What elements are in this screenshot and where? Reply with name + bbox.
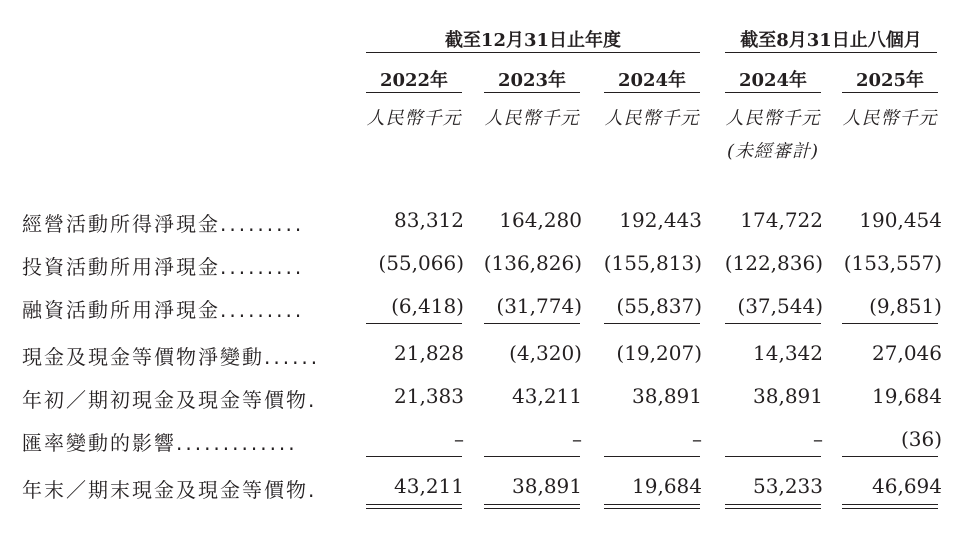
- row-label: [22, 384, 317, 413]
- row-value: –: [692, 427, 702, 451]
- column-unit: 人民幣千元: [842, 108, 938, 129]
- group-header-rule-period: [725, 52, 937, 53]
- subtotal-rule: [484, 456, 580, 457]
- column-header-rule: [725, 92, 821, 93]
- row-value: 46,694: [872, 474, 942, 498]
- row-label-text: 融資活動所用淨現金: [22, 298, 220, 322]
- row-value: (31,774): [496, 294, 582, 318]
- row-value: (36): [900, 427, 942, 451]
- column-year: 2024年: [738, 70, 808, 91]
- subtotal-rule: [484, 323, 580, 324]
- subtotal-rule: [842, 323, 938, 324]
- row-label: [22, 341, 320, 370]
- row-value: 83,312: [394, 208, 464, 232]
- row-value: –: [572, 427, 582, 451]
- row-value: 43,211: [394, 474, 464, 498]
- column-year: 2022年: [379, 70, 449, 91]
- total-double-rule: [484, 504, 580, 505]
- row-value: –: [454, 427, 464, 451]
- row-value: 192,443: [619, 208, 702, 232]
- row-label: [22, 208, 304, 237]
- column-unit: 人民幣千元: [484, 108, 580, 129]
- row-value: 19,684: [632, 474, 702, 498]
- column-unit: 人民幣千元: [604, 108, 700, 129]
- subtotal-rule: [604, 323, 700, 324]
- subtotal-rule: [725, 323, 821, 324]
- total-double-rule: [725, 508, 821, 509]
- row-label: [22, 294, 304, 323]
- column-header-rule: [604, 92, 700, 93]
- row-label-text: 現金及現金等價物淨變動: [22, 345, 264, 369]
- row-value: (9,851): [869, 294, 942, 318]
- row-label-text: 年初／期初現金及現金等價物: [22, 388, 308, 412]
- row-value: 190,454: [859, 208, 942, 232]
- total-double-rule: [484, 508, 580, 509]
- group-header-rule-year: [366, 52, 700, 53]
- row-value: 174,722: [740, 208, 823, 232]
- column-unit: 人民幣千元: [725, 108, 821, 129]
- total-double-rule: [725, 504, 821, 505]
- column-unaudited-note: (未經審計): [726, 141, 820, 162]
- subtotal-rule: [842, 456, 938, 457]
- total-double-rule: [842, 504, 938, 505]
- column-year: 2023年: [497, 70, 567, 91]
- subtotal-rule: [366, 456, 462, 457]
- row-value: 14,342: [753, 341, 823, 365]
- column-header-rule: [842, 92, 938, 93]
- row-leader-dots: ......: [264, 345, 321, 369]
- total-double-rule: [842, 508, 938, 509]
- total-double-rule: [604, 504, 700, 505]
- column-year: 2024年: [617, 70, 687, 91]
- row-value: 21,383: [394, 384, 464, 408]
- row-value: (19,207): [616, 341, 702, 365]
- row-label: [22, 427, 298, 456]
- row-value: 53,233: [753, 474, 823, 498]
- row-leader-dots: .............: [176, 431, 298, 455]
- row-value: 38,891: [632, 384, 702, 408]
- total-double-rule: [604, 508, 700, 509]
- total-double-rule: [366, 504, 462, 505]
- row-value: (6,418): [391, 294, 464, 318]
- row-label: [22, 474, 317, 503]
- row-value: (153,557): [843, 251, 942, 275]
- row-value: (136,826): [483, 251, 582, 275]
- subtotal-rule: [604, 456, 700, 457]
- row-value: 164,280: [499, 208, 582, 232]
- row-value: (122,836): [724, 251, 823, 275]
- row-value: (55,066): [378, 251, 464, 275]
- row-leader-dots: .........: [220, 298, 305, 322]
- row-value: 27,046: [872, 341, 942, 365]
- row-leader-dots: .: [308, 478, 318, 502]
- group-header-year-ended: 截至12月31日止年度: [444, 30, 622, 51]
- column-unit: 人民幣千元: [366, 108, 462, 129]
- subtotal-rule: [725, 456, 821, 457]
- row-value: 19,684: [872, 384, 942, 408]
- row-leader-dots: .........: [220, 255, 305, 279]
- row-value: (155,813): [603, 251, 702, 275]
- row-label-text: 年末／期末現金及現金等價物: [22, 478, 308, 502]
- row-value: (55,837): [616, 294, 702, 318]
- total-double-rule: [366, 508, 462, 509]
- row-leader-dots: .: [308, 388, 318, 412]
- row-value: 38,891: [753, 384, 823, 408]
- row-value: (37,544): [737, 294, 823, 318]
- row-label-text: 匯率變動的影響: [22, 431, 176, 455]
- row-leader-dots: .........: [220, 212, 305, 236]
- row-label-text: 經營活動所得淨現金: [22, 212, 220, 236]
- column-year: 2025年: [855, 70, 925, 91]
- group-header-eight-months: 截至8月31日止八個月: [740, 30, 922, 51]
- row-label: [22, 251, 304, 280]
- subtotal-rule: [366, 323, 462, 324]
- row-label-text: 投資活動所用淨現金: [22, 255, 220, 279]
- row-value: (4,320): [509, 341, 582, 365]
- row-value: –: [813, 427, 823, 451]
- row-value: 21,828: [394, 341, 464, 365]
- row-value: 43,211: [512, 384, 582, 408]
- row-value: 38,891: [512, 474, 582, 498]
- column-header-rule: [484, 92, 580, 93]
- column-header-rule: [366, 92, 462, 93]
